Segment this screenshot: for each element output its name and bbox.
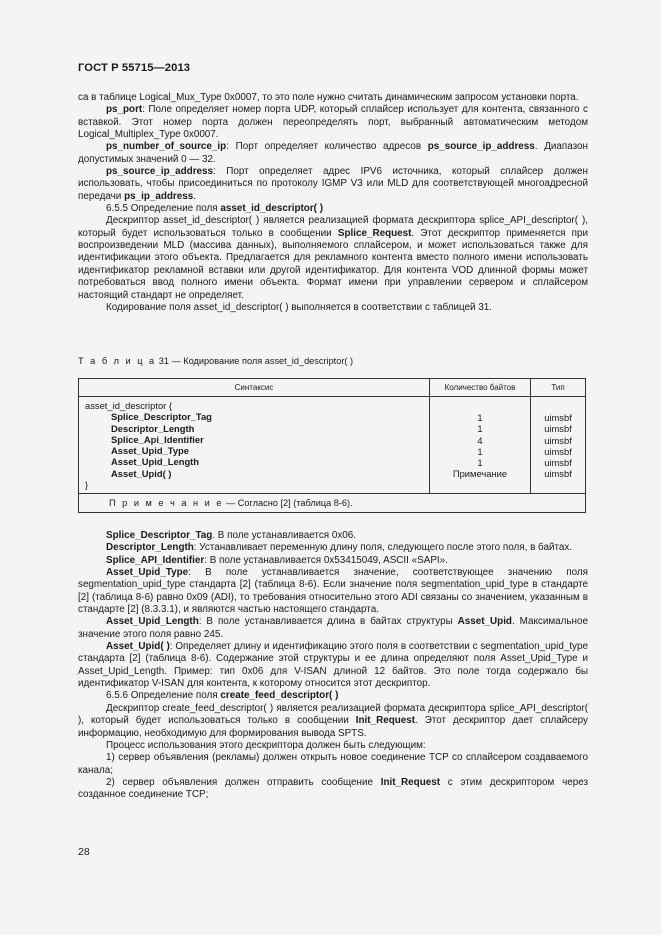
table-caption xyxy=(78,356,353,366)
definition: . Максимальное значение этого поля равно 245. xyxy=(78,616,588,640)
syntax-table xyxy=(78,378,586,513)
list-item-2 xyxy=(78,777,588,802)
text: 2) сервер объявления должен отправить сообщение xyxy=(106,776,381,788)
table-note xyxy=(79,494,586,513)
bytes-value: Примечание xyxy=(452,468,508,480)
type-value: uimsbf xyxy=(544,423,572,435)
body-text-top xyxy=(78,92,588,314)
term: ps_source_ip_address xyxy=(106,166,214,178)
term: Asset_Upid( ) xyxy=(106,641,170,653)
syntax-field: Asset_Upid_Type xyxy=(111,445,189,457)
section-text: Определение поля xyxy=(127,690,221,702)
bytes-value: 1 xyxy=(477,423,483,435)
term: ps_port xyxy=(106,104,143,116)
syntax-field: Asset_Upid( ) xyxy=(111,467,172,479)
text: Дескриптор asset_id_descriptor( ) является реализацией формата дескриптора splice_API_descriptor( ), который будет использоваться только в сообщении xyxy=(78,215,588,239)
section-number: 6.5.5 xyxy=(106,203,128,215)
type-cell xyxy=(531,397,586,494)
text: . Этот дескриптор дает сплайсеру информацию, необходимую для формирования вывода SPTS. xyxy=(78,715,588,739)
table-note-row xyxy=(79,494,586,513)
paragraph-ps-number xyxy=(78,141,588,166)
term: Asset_Upid_Type xyxy=(106,567,189,579)
definition: : Устанавливает переменную длину поля, следующего после этого поля, в байтах. xyxy=(193,542,573,554)
section-number: 6.5.6 xyxy=(106,690,128,702)
document-header: ГОСТ Р 55715—2013 xyxy=(78,62,191,74)
definition: : Поле определяет номер порта UDP, который сплайсер использует для контента, связанного с вставкой. Этот номер порта должен переопределять порт, выбранный автоматическим методом Logical_Multiplex_Type 0x0007. xyxy=(78,104,588,141)
definition-5 xyxy=(78,616,588,641)
term: Asset_Upid_Length xyxy=(106,616,199,628)
paragraph-656a xyxy=(78,703,588,740)
text: с этим дескриптором через созданное соединение TCP; xyxy=(78,776,588,801)
paragraph-ps-port xyxy=(78,104,588,141)
definition-1 xyxy=(78,530,588,542)
definition-2 xyxy=(78,542,588,554)
section-term: create_feed_descriptor( ) xyxy=(220,690,339,702)
definition-3 xyxy=(78,555,588,567)
term: Descriptor_Length xyxy=(106,542,194,554)
section-text: Определение поля xyxy=(127,203,221,215)
syntax-open: asset_id_descriptor { xyxy=(85,400,173,411)
syntax-field: Descriptor_Length xyxy=(111,422,195,434)
definition: : Порт определяет адрес IPV6 источника, который сплайсер должен использовать, чтобы присоединиться по протоколу IGMP V3 или MLD для соответствующей многоадресной передачи xyxy=(78,166,588,202)
syntax-close: } xyxy=(85,479,89,491)
term: Init_Request xyxy=(380,776,440,788)
term: Splice_Descriptor_Tag xyxy=(106,530,213,541)
syntax-cell xyxy=(79,397,430,494)
term: ps_source_ip_address xyxy=(427,141,535,153)
term: ps_number_of_source_ip xyxy=(106,141,227,153)
definition: : В поле устанавливается 0x53415049, ASCII «SAPI». xyxy=(204,554,448,566)
term: Init_Request xyxy=(355,715,416,727)
term: Splice_Request xyxy=(337,227,412,239)
definition: : Определяет длину и идентификацию этого поля в соответствии с segmentation_upid_type стандарта [2] (таблица 8-6). Содержание этой структуры и ее длина определяют поля Asset_Upid_Type и Asset_Upid_Length. Пример: тип 0x06 для V-ISAN длиной 12 байтов. Это поле тогда содержало бы идентификатор V-ISAN для контента, к которому относится этот дескриптор. xyxy=(78,641,588,690)
note-label: П р и м е ч а н и е xyxy=(109,498,224,509)
body-text-bottom xyxy=(78,530,588,802)
definition-6 xyxy=(78,641,588,690)
syntax-field: Splice_Descriptor_Tag xyxy=(111,411,212,423)
section-heading-655 xyxy=(78,203,588,215)
caption-text: 31 — Кодирование поля asset_id_descriptor( ) xyxy=(156,356,354,366)
column-header-bytes: Количество байтов xyxy=(430,379,531,397)
bytes-value: 1 xyxy=(477,457,483,469)
section-term: asset_id_descriptor( ) xyxy=(220,203,324,215)
bytes-value: 1 xyxy=(477,445,483,457)
definition: . Диапазон допустимых значений 0 — 32. xyxy=(78,141,588,165)
caption-label: Т а б л и ц а xyxy=(78,356,157,366)
column-header-type: Тип xyxy=(531,379,586,397)
syntax-field: Asset_Upid_Length xyxy=(111,456,200,468)
bytes-value: 4 xyxy=(477,434,483,446)
table-header-row xyxy=(79,379,586,397)
type-value: uimsbf xyxy=(544,468,572,480)
note-text: — Согласно [2] (таблица 8-6). xyxy=(223,498,353,509)
syntax-field: Splice_Api_Identifier xyxy=(111,433,204,445)
bytes-value: 1 xyxy=(477,412,483,423)
page-number: 28 xyxy=(78,846,90,858)
paragraph-ps-source xyxy=(78,166,588,203)
list-item-1: 1) сервер объявления (рекламы) должен открыть новое соединение TCP со сплайсером создаваемого канала; xyxy=(78,752,588,776)
paragraph-655b: Кодирование поля asset_id_descriptor( ) выполняется в соответствии с таблицей 31. xyxy=(106,301,493,313)
table-body-row xyxy=(79,397,586,494)
term: Splice_API_Identifier xyxy=(106,554,205,566)
section-heading-656 xyxy=(78,690,588,702)
term: ps_ip_address xyxy=(124,190,194,202)
type-value: uimsbf xyxy=(544,412,572,423)
definition: : В поле устанавливается длина в байтах структуры xyxy=(198,616,458,628)
type-value: uimsbf xyxy=(544,457,572,469)
definition: . В поле устанавливается 0x06. xyxy=(212,530,357,541)
text: Дескриптор create_feed_descriptor( ) является реализацией формата дескриптора splice_API_descriptor( ), который будет использоваться только в сообщении xyxy=(78,702,588,727)
definition: . xyxy=(193,190,196,202)
definition: : Порт определяет количество адресов xyxy=(226,141,428,153)
type-value: uimsbf xyxy=(544,445,572,457)
column-header-syntax: Синтаксис xyxy=(79,379,430,397)
type-value: uimsbf xyxy=(544,434,572,446)
bytes-cell xyxy=(430,397,531,494)
paragraph: са в таблице Logical_Mux_Type 0x0007, то это поле нужно считать динамическим запросом установки порта. xyxy=(78,92,579,103)
definition-4 xyxy=(78,567,588,616)
paragraph-655a xyxy=(78,215,588,301)
text: . Этот дескриптор применяется при воспроизведении MLD (массива данных), выполняемого сплайсером, и может использоваться также для идентификации этого объекта. Предлагается для рекламного контента вместо полного имени использовать идентификатор рекламной вставки или другой идентификатор. Для контента VOD длинной формы может потребоваться ввод полного имени объекта. Формат имени при управлении сервером и сплайсером настоящий стандарт не определяет. xyxy=(78,227,588,301)
term: Asset_Upid xyxy=(457,616,512,628)
definition: : В поле устанавливается значение, соответствующее значению поля segmentation_upid_type стандарта [2] (таблица 8-6). Если значение поля segmentation_upid_type в стандарте [2] (таблица 8-6) равно 0x09 (ADI), то требования относительно этого ADI связаны со значением, указанным в стандарте [2] (8.3.3.1), и являются частью настоящего стандарта. xyxy=(78,567,588,616)
paragraph-656b: Процесс использования этого дескриптора должен быть следующим: xyxy=(106,739,426,751)
